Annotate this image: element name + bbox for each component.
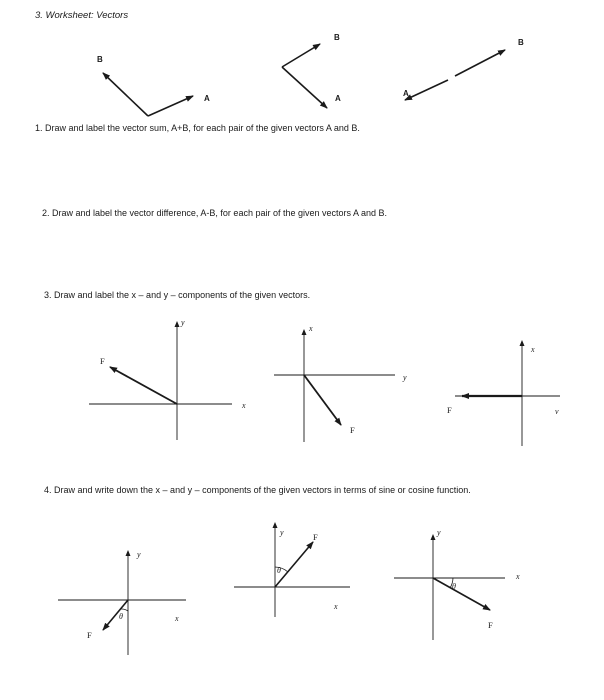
q3-fig2-x-label: x bbox=[309, 324, 313, 333]
question-2: 2. Draw and label the vector difference, A-B, for each pair of the given vectors A and B. bbox=[42, 208, 388, 218]
pair-1-vector-b bbox=[103, 73, 148, 116]
q3-fig1-axes bbox=[89, 322, 232, 440]
q3-fig1-vector-f bbox=[110, 367, 177, 404]
q4-fig1-x-label: x bbox=[175, 614, 179, 623]
q4-fig3-f-label: F bbox=[488, 620, 493, 630]
q3-fig1-x-label: x bbox=[242, 401, 246, 410]
question-3: 3. Draw and label the x – and y – components of the given vectors. bbox=[44, 290, 311, 300]
q4-fig1-theta-label: θ bbox=[119, 612, 123, 621]
q3-fig3-x-label: x bbox=[531, 345, 535, 354]
q3-fig2-axes bbox=[274, 330, 395, 442]
pair-3-vector-a bbox=[405, 80, 448, 100]
pair-1-label-a: A bbox=[204, 94, 210, 103]
q4-fig3-vector-f bbox=[433, 578, 490, 610]
q4-fig3-x-label: x bbox=[516, 572, 520, 581]
q4-fig1-y-label: y bbox=[137, 550, 141, 559]
q4-fig2-theta-label: θ bbox=[277, 566, 281, 575]
pair-3-label-b: B bbox=[518, 38, 524, 47]
pair-2-vectors bbox=[282, 44, 327, 108]
question-4: 4. Draw and write down the x – and y – components of the given vectors in terms of sine or cosine function. bbox=[44, 485, 471, 495]
q3-fig3-v-label: v bbox=[555, 407, 559, 416]
pair-1-vector-a bbox=[148, 96, 193, 116]
q3-fig2-y-label: y bbox=[403, 373, 407, 382]
q4-fig3-y-label: y bbox=[437, 528, 441, 537]
q4-fig1-vector-f bbox=[103, 600, 128, 630]
pair-3-vector-b bbox=[455, 50, 505, 76]
q3-fig1-f-label: F bbox=[100, 356, 105, 366]
q4-fig1-angle-arc bbox=[121, 609, 128, 611]
pair-2-label-b: B bbox=[334, 33, 340, 42]
question-1: 1. Draw and label the vector sum, A+B, for each pair of the given vectors A and B. bbox=[35, 123, 360, 133]
q4-fig2-f-label: F bbox=[313, 532, 318, 542]
q3-fig3-f-label: F bbox=[447, 405, 452, 415]
q4-fig1-axes bbox=[58, 551, 186, 655]
pair-1-label-b: B bbox=[97, 55, 103, 64]
q4-fig1-f-label: F bbox=[87, 630, 92, 640]
pair-1-vectors bbox=[103, 73, 193, 116]
pair-2-vector-b bbox=[282, 44, 320, 67]
q4-fig2-x-label: x bbox=[334, 602, 338, 611]
q3-fig3-axes bbox=[455, 341, 560, 446]
q3-fig1-y-label: y bbox=[181, 318, 185, 327]
pair-3-vectors bbox=[405, 50, 505, 100]
q4-fig2-axes bbox=[234, 523, 350, 617]
pair-3-label-a: A bbox=[403, 89, 409, 98]
q4-fig2-vector-f bbox=[275, 542, 313, 587]
worksheet-title: 3. Worksheet: Vectors bbox=[35, 10, 129, 21]
q4-fig3-theta-label: θ bbox=[452, 582, 456, 591]
q4-fig2-y-label: y bbox=[280, 528, 284, 537]
q3-fig2-vector-f bbox=[304, 375, 341, 425]
q3-fig2-f-label: F bbox=[350, 425, 355, 435]
pair-2-label-a: A bbox=[335, 94, 341, 103]
pair-2-vector-a bbox=[282, 67, 327, 108]
